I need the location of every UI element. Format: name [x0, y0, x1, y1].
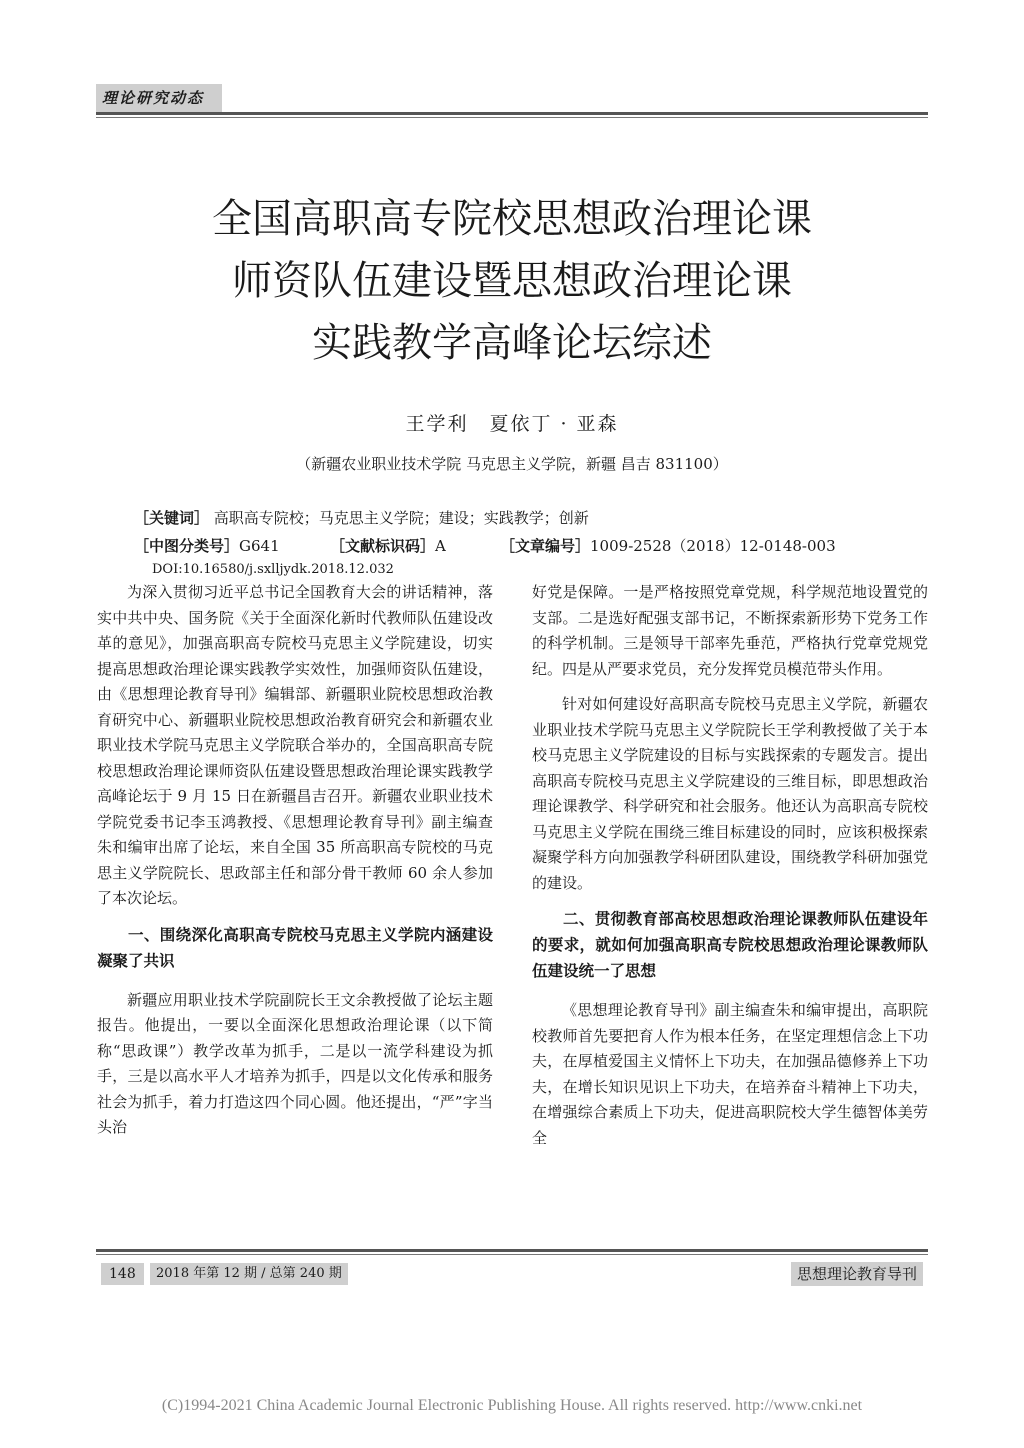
- keywords-label: ［关键词］: [134, 509, 210, 527]
- header-rule: [96, 112, 928, 115]
- doc-code-label: ［文献标识码］: [330, 537, 436, 555]
- title-line-1: 全国高职高专院校思想政治理论课: [212, 196, 812, 242]
- article-no-value: 1009-2528（2018）12-0148-003: [590, 537, 836, 555]
- keywords: 高职高专院校；马克思主义学院；建设；实践教学；创新: [213, 509, 589, 527]
- body-paragraph: 新疆应用职业技术学院副院长王文余教授做了论坛主题报告。他提出，一要以全面深化思想政治理论课（以下简称“思政课”）教学改革为抓手，二是以一流学科建设为抓手，三是以高水平人才培养为抓手，四是以文化传承和服务社会为抓手，着力打造这四个同心圆。他还提出，“严”字当头治: [97, 990, 493, 1136]
- body-paragraph: 为深入贯彻习近平总书记全国教育大会的讲话精神，落实中共中央、国务院《关于全面深化新时代教师队伍建设改革的意见》，加强高职高专院校马克思主义学院建设，切实提高思想政治理论课实践教学实效性，加强师资队伍建设，由《思想理论教育导刊》编辑部、新疆职业院校思想政治教育研究中心、新疆职业院校思想政治教育研究会和新疆农业职业技术学院马克思主义学院联合举办的，全国高职高专院校思想政治理论课师资队伍建设暨思想政治理论课实践教学高峰论坛于 9 月 15 日在新疆昌吉召开。新疆农业职业技术学院党委书记李玉鸿教授、《思想理论教育导刊》副主编查朱和编审出席了论坛，来自全国 35 所高职高专院校的马克思主义学院院长、思政部主任和部分骨干教师 60 余人参加了本次论坛。: [97, 583, 493, 907]
- doi: DOI:10.16580/j.sxlljydk.2018.12.032: [152, 562, 394, 577]
- issue-info: 2018 年第 12 期 / 总第 240 期: [150, 1263, 348, 1285]
- section-heading-2: 二、贯彻教育部高校思想政治理论课教师队伍建设年的要求，就如何加强高职高专院校思想政治理论课教师队伍建设统一了思想: [532, 910, 928, 980]
- clc-value: G641: [239, 537, 280, 555]
- section-heading-1: 一、围绕深化高职高专院校马克思主义学院内涵建设凝聚了共识: [97, 925, 493, 970]
- clc-label: ［中图分类号］: [134, 537, 240, 555]
- left-column: [97, 580, 493, 1141]
- right-column: [532, 580, 928, 1151]
- footer-rule-thin: [96, 1254, 928, 1255]
- header-rule-thin: [96, 117, 928, 118]
- title-line-2: 师资队伍建设暨思想政治理论课: [232, 258, 792, 304]
- section-tag: 理论研究动态: [96, 84, 222, 112]
- copyright-notice: (C)1994-2021 China Academic Journal Electronic Publishing House. All rights reserved. http://www.cnki.net: [161, 1397, 863, 1414]
- article-title: [96, 188, 928, 374]
- page-number: 148: [101, 1263, 144, 1285]
- body-paragraph: 针对如何建设好高职高专院校马克思主义学院，新疆农业职业技术学院马克思主义学院院长王学利教授做了关于本校马克思主义学院建设的目标与实践探索的专题发言。提出高职高专院校马克思主义学院建设的三维目标，即思想政治理论课教学、科学研究和社会服务。他还认为高职高专院校马克思主义学院在围绕三维目标建设的同时，应该积极探索凝聚学科方向加强教学科研团队建设，围绕教学科研加强党的建设。: [532, 695, 928, 892]
- article-no-label: ［文章编号］: [500, 537, 591, 555]
- affiliation: （新疆农业职业技术学院 马克思主义学院，新疆 昌吉 831100）: [296, 455, 728, 473]
- classification-line: [134, 535, 854, 556]
- doc-code-value: A: [435, 537, 446, 555]
- authors: 王学利 夏依丁 · 亚森: [405, 413, 619, 435]
- title-line-3: 实践教学高峰论坛综述: [312, 320, 712, 366]
- journal-name: 思想理论教育导刊: [791, 1262, 923, 1286]
- body-paragraph: 《思想理论教育导刊》副主编查朱和编审提出，高职院校教师首先要把育人作为根本任务，在坚定理想信念上下功夫，在厚植爱国主义情怀上下功夫，在加强品德修养上下功夫，在增长知识见识上下功夫，在培养奋斗精神上下功夫，在增强综合素质上下功夫，促进高职院校大学生德智体美劳全: [532, 1001, 928, 1147]
- body-paragraph: 好党是保障。一是严格按照党章党规，科学规范地设置党的支部。二是选好配强支部书记，不断探索新形势下党务工作的科学机制。三是领导干部率先垂范，严格执行党章党规党纪。四是从严要求党员，充分发挥党员模范带头作用。: [532, 583, 928, 678]
- footer-rule: [96, 1249, 928, 1252]
- keywords-line: [134, 507, 589, 528]
